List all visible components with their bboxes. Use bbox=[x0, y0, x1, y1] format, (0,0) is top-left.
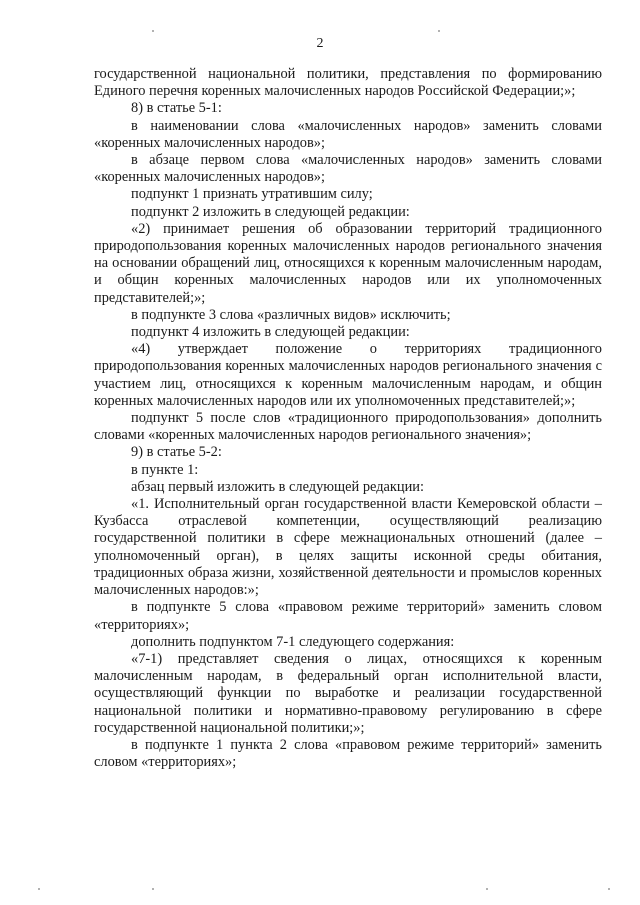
paragraph: подпункт 1 признать утратившим силу; bbox=[131, 186, 373, 203]
paragraph: «1. Исполнительный орган государственной власти Кемеровской области – Кузбасса отраслевой компетенции, осуществляющий реализацию государственной политики в сфере межнациональных отношений (далее – уполномоченный орган), в целях защиты исконной среды обитания, традиционных образа жизни, хозяйственной деятельности и промыслов коренных малочисленных народов:»; bbox=[94, 496, 602, 599]
paragraph: 9) в статье 5-2: bbox=[131, 444, 222, 461]
paragraph: дополнить подпунктом 7-1 следующего содержания: bbox=[131, 633, 455, 650]
scan-speck bbox=[38, 888, 40, 890]
paragraph: в наименовании слова «малочисленных народов» заменить словами «коренных малочисленных народов»; bbox=[94, 117, 602, 151]
paragraph: подпункт 4 изложить в следующей редакции: bbox=[131, 324, 410, 341]
scan-speck bbox=[438, 30, 440, 32]
paragraph: в подпункте 5 слова «правовом режиме территорий» заменить словом «территориях»; bbox=[94, 599, 602, 633]
paragraph: «2) принимает решения об образовании территорий традиционного природопользования коренных малочисленных народов регионального значения на основании обращений лиц, относящихся к коренным малочисленным народам, и общин коренных малочисленных народов или их уполномоченных представителей;»; bbox=[94, 220, 602, 306]
paragraph: абзац первый изложить в следующей редакции: bbox=[131, 478, 425, 495]
paragraph: подпункт 2 изложить в следующей редакции: bbox=[131, 203, 410, 220]
paragraph: подпункт 5 после слов «традиционного природопользования» дополнить словами «коренных малочисленных народов регионального значения»; bbox=[94, 410, 602, 444]
paragraph: «4) утверждает положение о территориях традиционного природопользования коренных малочисленных народов регионального значения с участием лиц, относящихся к коренным малочисленным народам, и общин коренных малочисленных народов или их уполномоченных представителей;»; bbox=[94, 341, 602, 409]
scan-speck bbox=[152, 888, 154, 890]
scan-speck bbox=[608, 888, 610, 890]
paragraph: в подпункте 3 слова «различных видов» исключить; bbox=[131, 306, 451, 323]
page-number: 2 bbox=[316, 36, 324, 51]
paragraph: в пункте 1: bbox=[131, 461, 199, 478]
paragraph: «7-1) представляет сведения о лицах, относящихся к коренным малочисленным народам, в федеральный орган исполнительной власти, осуществляющий функции по выработке и реализации государственной национальной политики и нормативно-правовому регулированию в сфере государственной национальной политики;»; bbox=[94, 650, 602, 736]
paragraph: в абзаце первом слова «малочисленных народов» заменить словами «коренных малочисленных народов»; bbox=[94, 152, 602, 186]
paragraph: государственной национальной политики, представления по формированию Единого перечня коренных малочисленных народов Российской Федерации;»; bbox=[94, 66, 602, 100]
document-body bbox=[94, 66, 602, 771]
scan-speck bbox=[486, 888, 488, 890]
paragraph: в подпункте 1 пункта 2 слова «правовом режиме территорий» заменить словом «территориях»; bbox=[94, 736, 602, 771]
paragraph: 8) в статье 5-1: bbox=[131, 100, 222, 117]
scan-speck bbox=[152, 30, 154, 32]
